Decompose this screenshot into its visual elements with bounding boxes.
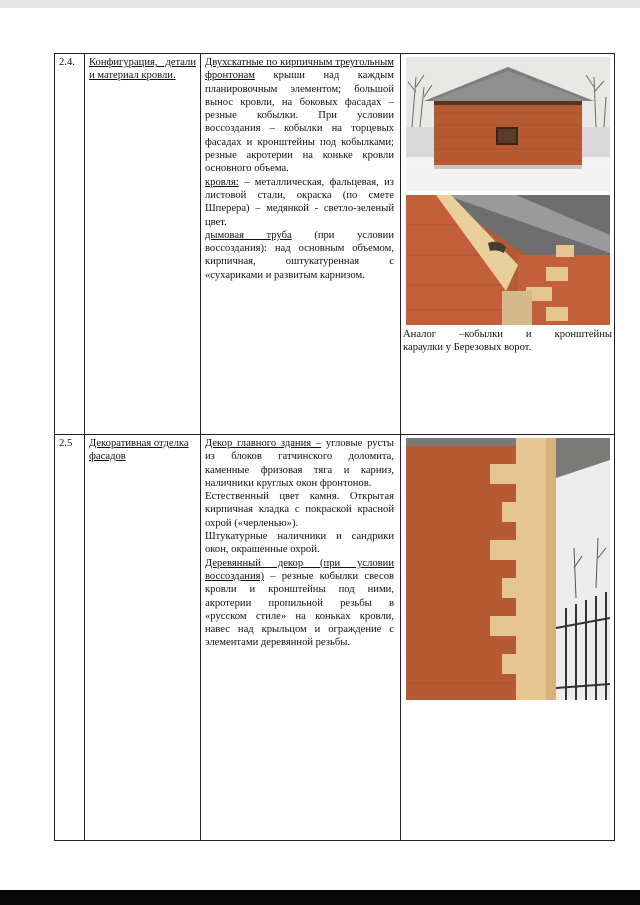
- description-paragraph: [205, 490, 394, 530]
- description-paragraph: [205, 56, 394, 176]
- description-cell: [201, 435, 401, 841]
- row-number: 2.4.: [55, 54, 85, 435]
- paragraph-text: угловые русты из блоков гатчинского доломита, каменные фризовая тяга и карниз, наличники круглых окон фронтонов.: [205, 438, 394, 489]
- photo-cell: [401, 54, 615, 435]
- underlined-phrase: Двухскатные по кирпичным треугольным фронтонам: [205, 57, 394, 82]
- table-row: [55, 435, 615, 841]
- description-paragraph: [205, 557, 394, 650]
- specification-table: [54, 53, 615, 841]
- paragraph-text: – резные кобылки свесов кровли и кронштейны под ними, акротерии пропильной резьбы в «русском стиле» на коньках кровли, навес над крыльцом и ограждение с элементами деревянной резьбы.: [205, 570, 394, 649]
- section-title-text: Декоративная отделка фасадов: [89, 438, 189, 463]
- table-row: [55, 54, 615, 435]
- photo-caption: Аналог –кобылки и кронштейны: [403, 329, 612, 340]
- photo-roof-bracket-detail: [406, 195, 610, 325]
- description-paragraph: [205, 530, 394, 557]
- underlined-phrase: Деревянный декор (при условии воссоздания): [205, 557, 394, 582]
- description-paragraph: [205, 176, 394, 229]
- paragraph-text: – металлическая, фальцевая, из листовой стали, окраска (по смете Шперера) – медянкой - светло-зеленый цвет.: [205, 176, 394, 228]
- photo-caption-continued: караулки у Березовых ворот.: [403, 342, 532, 354]
- section-title: [85, 54, 201, 435]
- photo-cell: [401, 435, 615, 841]
- description-paragraph: [205, 229, 394, 282]
- scan-top-edge: [0, 0, 640, 8]
- photo-brick-house-winter: [406, 57, 610, 191]
- underlined-phrase: дымовая труба: [205, 229, 292, 241]
- underlined-phrase: кровля:: [205, 176, 239, 188]
- scan-bottom-edge: [0, 890, 640, 905]
- paragraph-text: Штукатурные наличники и сандрики окон, окрашенные охрой.: [205, 531, 394, 556]
- paragraph-text: Естественный цвет камня. Открытая кирпичная кладка с покраской красной охрой («черленью»).: [205, 491, 394, 529]
- paragraph-text: крыши над каждым планировочным элементом; большой вынос кровли, на боковых фасадах – резные кобылки. При условии воссоздания – кобылки на торцевых фасадах и кронштейны под кобылками; резные акротерии на коньке кровли основного объема.: [205, 70, 394, 175]
- description-paragraph: [205, 437, 394, 490]
- underlined-phrase: Декор главного здания –: [205, 438, 322, 449]
- paragraph-text: (при условии воссоздания): над основным объемом, кирпичная, оштукатуренная с «сухариками и развитым карнизом.: [205, 229, 394, 281]
- row-number: 2.5: [55, 435, 85, 841]
- photo-corner-quoins: [406, 438, 610, 700]
- description-cell: [201, 54, 401, 435]
- section-title-text: Конфигурация, детали и материал кровли.: [89, 57, 196, 82]
- section-title: [85, 435, 201, 841]
